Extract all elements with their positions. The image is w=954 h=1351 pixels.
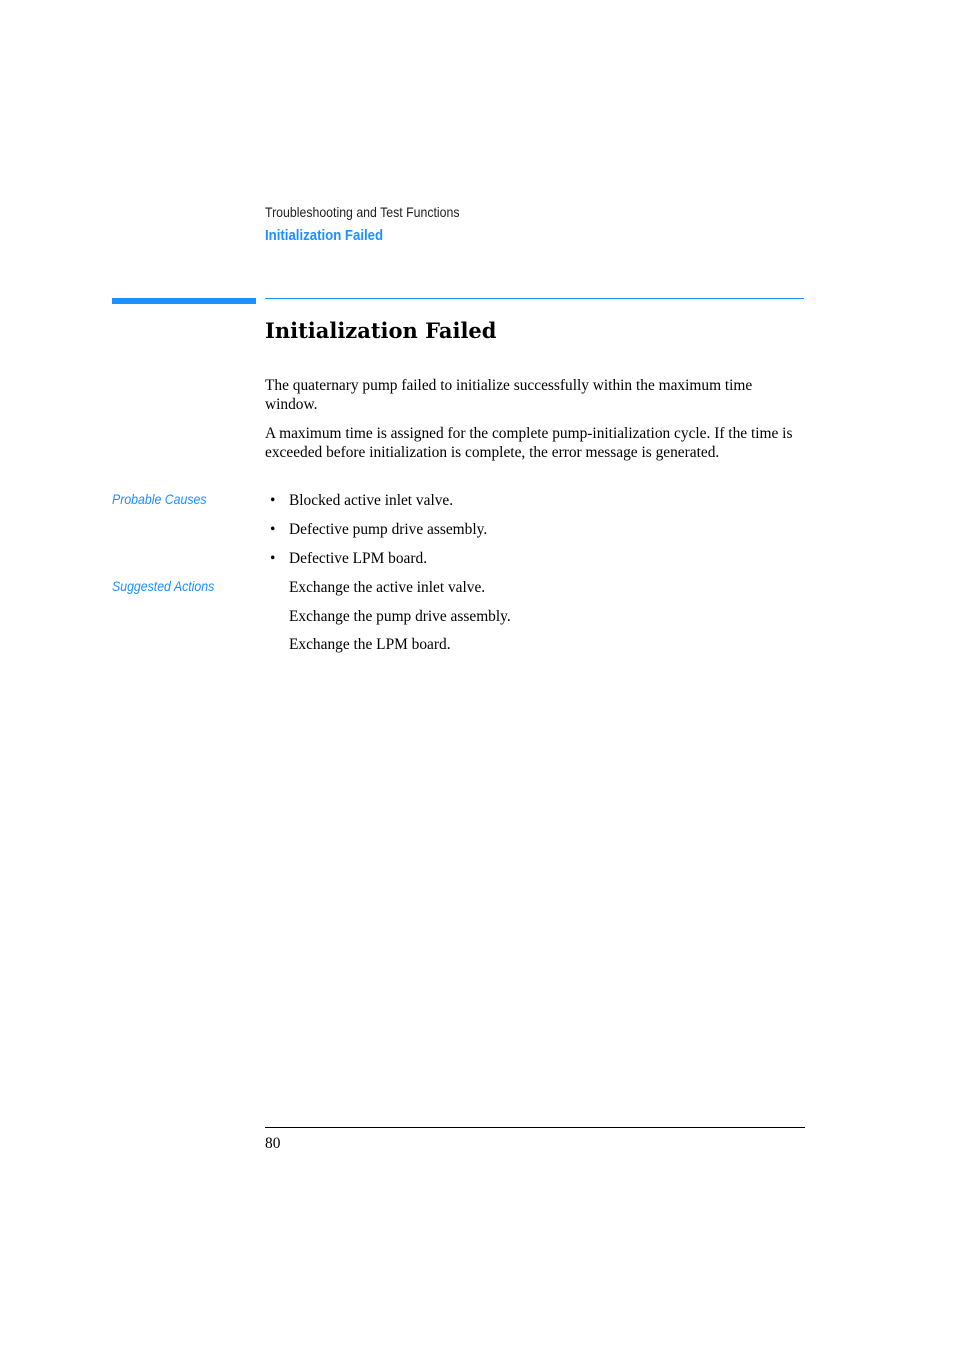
section-accent-bar [112, 298, 256, 304]
bullet-icon: • [270, 492, 276, 509]
cause-text: Blocked active inlet valve. [289, 492, 454, 509]
probable-causes-list [265, 491, 487, 578]
list-item: Exchange the active inlet valve. [289, 579, 486, 596]
intro-paragraph: The quaternary pump failed to initialize successfully within the maximum time window. [265, 377, 753, 413]
page-title: Initialization Failed [265, 318, 497, 343]
bullet-icon: • [270, 550, 276, 567]
cause-text: Defective pump drive assembly. [289, 521, 488, 538]
list-item: Exchange the LPM board. [289, 636, 451, 653]
footer-rule [265, 1127, 805, 1128]
probable-causes-label: Probable Causes [112, 491, 207, 507]
bullet-icon: • [270, 521, 276, 538]
cause-text: Defective LPM board. [289, 550, 428, 567]
list-item [265, 520, 487, 549]
page-number: 80 [265, 1135, 281, 1152]
list-item: Exchange the pump drive assembly. [289, 607, 511, 625]
running-header-chapter: Troubleshooting and Test Functions [265, 204, 460, 220]
running-header-section: Initialization Failed [265, 227, 384, 244]
list-item [265, 549, 487, 578]
suggested-actions-label: Suggested Actions [112, 578, 215, 594]
section-divider [265, 298, 804, 299]
list-item [265, 491, 487, 520]
detail-paragraph: A maximum time is assigned for the complete pump-initialization cycle. If the time is exceeded before initialization is complete, the error message is generated. [265, 425, 793, 461]
suggested-actions-list [289, 578, 511, 664]
